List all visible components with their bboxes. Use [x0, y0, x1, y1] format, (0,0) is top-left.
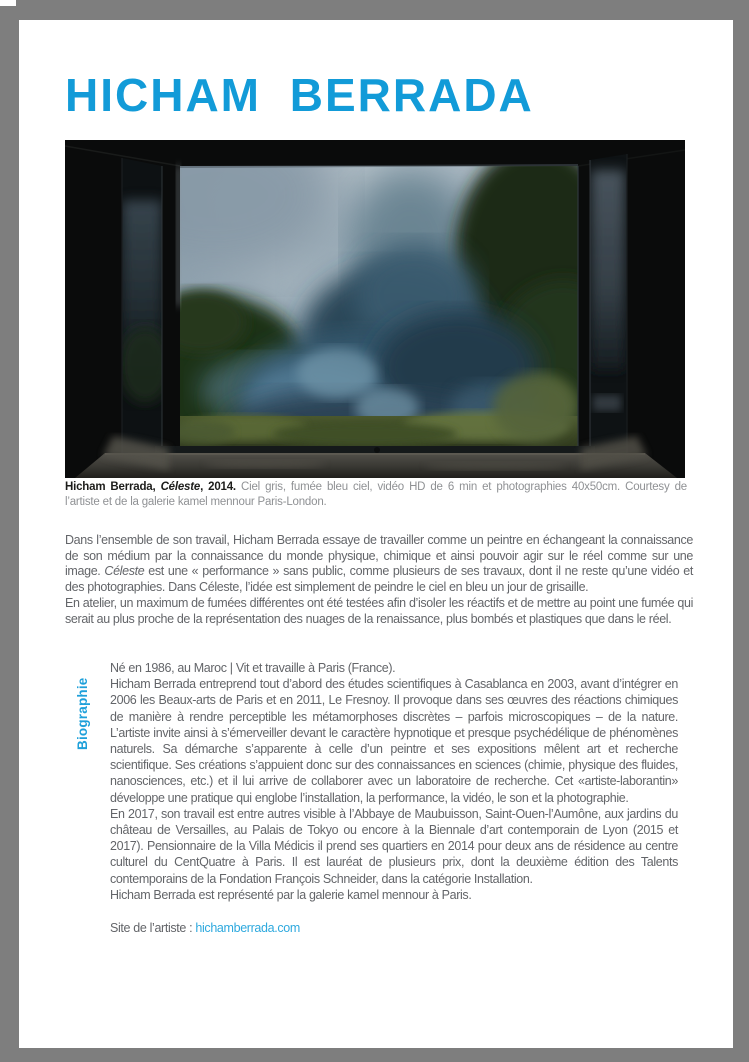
artist-site-line — [110, 920, 678, 936]
window-latch — [374, 447, 380, 453]
biography-label: Biographie — [75, 677, 90, 750]
window-corner-notch — [0, 0, 16, 6]
caption-artist: Hicham Berrada, — [65, 481, 161, 493]
intro-p1-end: est une « performance » sans public, comme plusieurs de ses travaux, dont il ne reste qu’une vidéo et des photographies. Dans Céleste, l’idée est simplement de peindre le ciel en bleu un jour de grisaille. — [65, 564, 693, 595]
document-page — [19, 20, 733, 1048]
intro-section — [65, 533, 693, 627]
biography-paragraph-3: Hicham Berrada est représenté par la galerie kamel mennour à Paris. — [110, 887, 472, 902]
artist-site-link[interactable]: hichamberrada.com — [195, 921, 300, 936]
biography-birth-line: Né en 1986, au Maroc | Vit et travaille à Paris (France). — [110, 661, 396, 675]
page-title: HICHAM BERRADA — [65, 69, 534, 121]
window-scene-svg — [65, 140, 685, 478]
caption-details: Ciel gris, fumée bleu ciel, vidéo HD de 6 min et photographies 40x50cm. Courtesy de l’artiste et de la galerie kamel mennour Paris-London. — [65, 481, 687, 508]
caption-work-title: Céleste — [160, 481, 201, 493]
intro-paragraph-1 — [65, 533, 693, 596]
artwork-caption — [65, 480, 687, 510]
caption-year: , 2014. — [200, 481, 236, 493]
artist-site-label: Site de l’artiste : — [110, 921, 196, 936]
biography-text — [110, 660, 678, 936]
intro-p1-work-title: Céleste — [104, 564, 145, 579]
intro-p1-start: Dans l’ensemble de son travail, Hicham Berrada essaye de travailler comme un peintre en échangeant la connaissance de son médium par la connaissance du monde physique, chimique et ainsi pouvoir agir sur le réel comme sur une image. — [65, 533, 693, 579]
biography-paragraph-2: En 2017, son travail est entre autres visible à l’Abbaye de Maubuisson, Saint-Ouen-l’Aumône, aux jardins du château de Versailles, au Palais de Tokyo ou encore à la Biennale d’art contemporain de Lyon (2015 et 2017). Pensionnaire de la Villa Médicis il prend ses quartiers en 2014 pour deux ans de résidence au centre culturel du CentQuatre à Paris. Il est lauréat de plusieurs prix, dont la deuxième édition des Talents contemporains de la Fondation François Schneider, dans la catégorie Installation. — [110, 806, 678, 886]
intro-paragraph-2: En atelier, un maximum de fumées différentes ont été testées afin d’isoler les réactifs et de mettre au point une fumée qui serait au plus proche de la représentation des nuages de la renaissance, plus bombés et plastiques que dans le réel. — [65, 595, 693, 626]
artwork-photo — [65, 140, 685, 478]
biography-paragraph-1: Hicham Berrada entreprend tout d’abord des études scientifiques à Casablanca en 2003, avant d’intégrer en 2006 les Beaux-arts de Paris et en 2011, Le Fresnoy. Il provoque dans ses œuvres des réactions chimiques de manière à rendre perceptible les métamorphoses discrètes – parfois microscopiques – de la nature. L’artiste invite ainsi à s’émerveiller devant le caractère hypnotique et presque psychédélique de phénomènes naturels. Sa démarche s’apparente à celle d’un peintre et ses expositions mêlent art et recherche scientifique. Ses créations s’appuient donc sur des connaissances en sciences (chimie, physique des fluides, nanosciences, etc.) et il lui arrive de collaborer avec un laboratoire de recherche. Cet «artiste-laborantin» développe une pratique qui englobe l’installation, la performance, la vidéo, le son et la photographie. — [110, 677, 678, 805]
right-window-pane — [590, 154, 627, 470]
